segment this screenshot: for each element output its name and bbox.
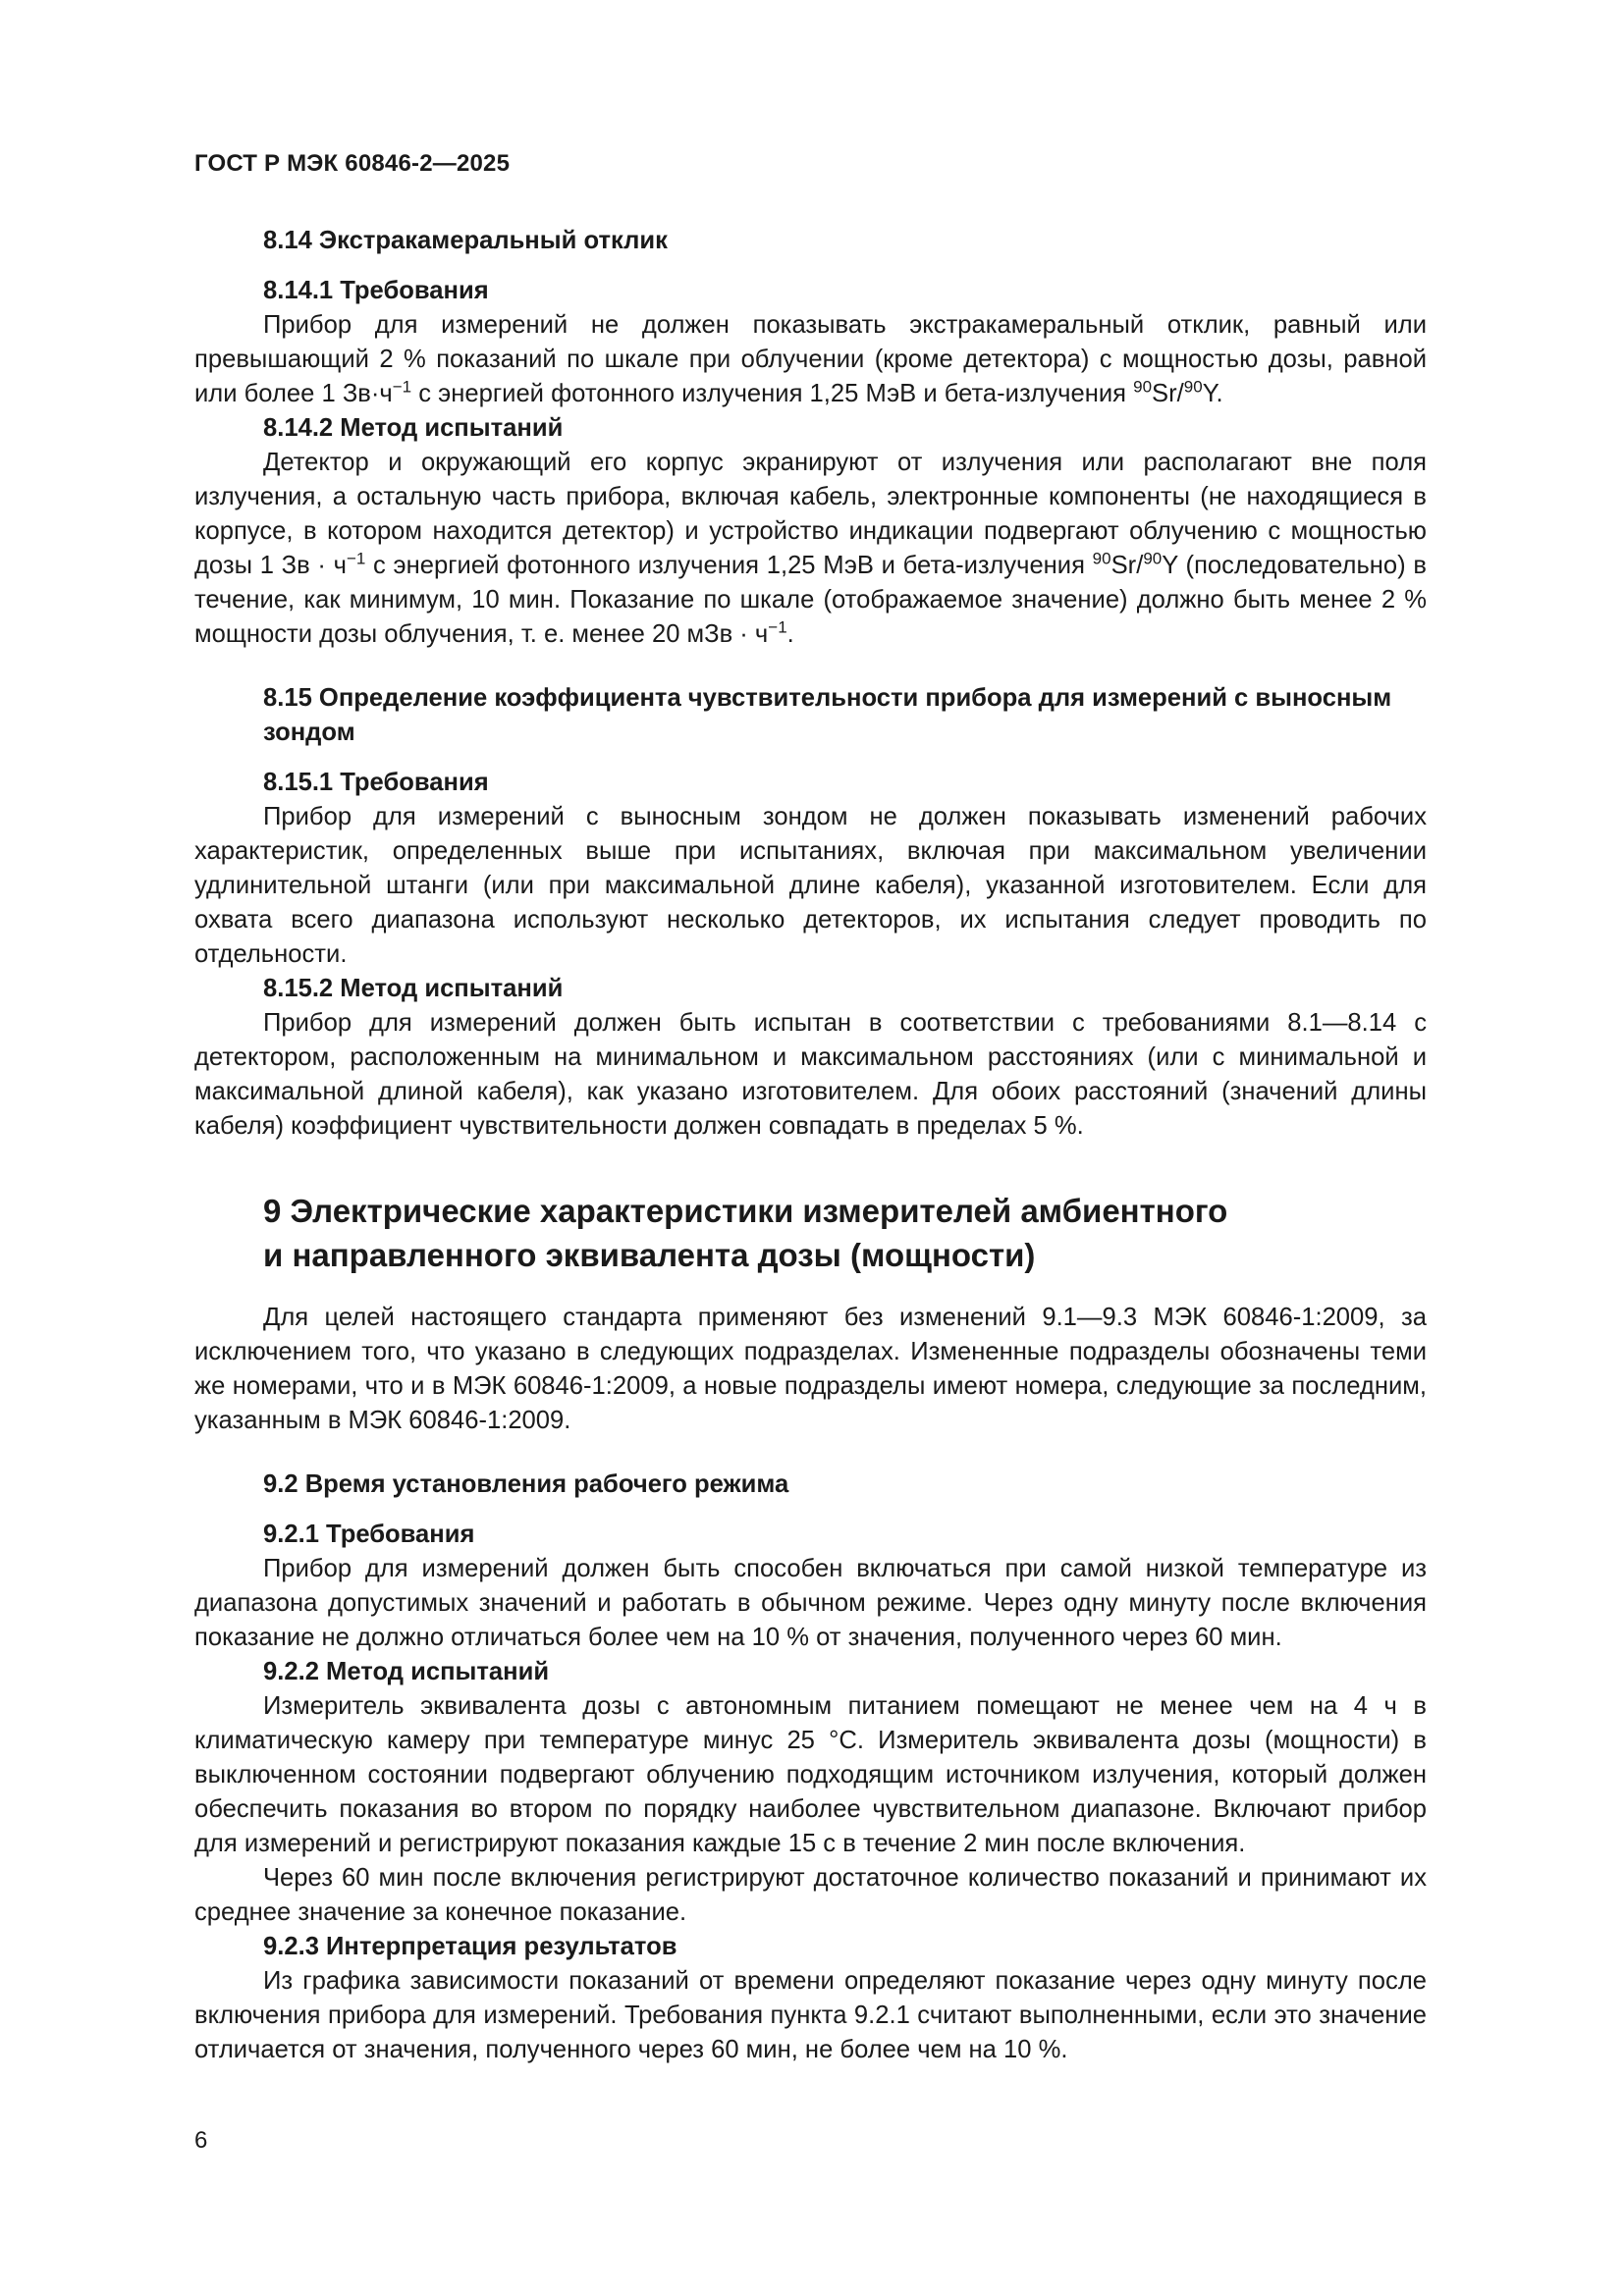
section-8-14-2-text: Детектор и окружающий его корпус экранируют от излучения или располагают вне поля излучения, а остальную часть прибора, включая кабель, электронные компоненты (не находящиеся в корпусе, в котором находится детектор) и устройство индикации подвергают облучению с мощностью дозы 1 Зв · $ч^{-1}$ с энергией фотонного излучения 1,25 МэВ и бета-излучения $^{90}$Sr/$^{90}$Y (последовательно) в течение, как минимум, 10 мин. Показание по шкале (отображаемое значение) должно быть менее 2 % мощности дозы облучения, т. е. менее 20 мЗв · $ч^{-1}$. <box>194 449 1427 648</box>
section-8-15-2-text: Прибор для измерений должен быть испытан в соответствии с требованиями 8.1—8.14 с детектором, расположенным на минимальном и максимальном расстояниях (или с минимальной и максимальной длиной кабеля), как указано изготовителем. Для обоих расстояний (значений длины кабеля) коэффициент чувствительности должен совпадать в пределах 5 %. <box>194 1009 1427 1140</box>
section-8-15-title: 8.15 Определение коэффициента чувствительности прибора для измерений с выносным зондом <box>263 684 1392 746</box>
section-8-15-2-title: 8.15.2 Метод испытаний <box>263 975 564 1002</box>
section-8-15-1-title: 8.15.1 Требования <box>263 769 489 796</box>
document-header: ГОСТ Р МЭК 60846-2—2025 <box>194 150 511 177</box>
section-9-2-3-title: 9.2.3 Интерпретация результатов <box>263 1933 677 1960</box>
section-9-2-title: 9.2 Время установления рабочего режима <box>263 1470 789 1498</box>
section-9-2-2-text-2: Через 60 мин после включения регистрируют достаточное количество показаний и принимают их среднее значение за конечное показание. <box>194 1864 1427 1926</box>
section-9-2-2-title: 9.2.2 Метод испытаний <box>263 1658 550 1685</box>
section-8-14-2-title: 8.14.2 Метод испытаний <box>263 414 564 442</box>
page-content <box>194 224 1427 2067</box>
section-8-14-1-text: Прибор для измерений не должен показывать экстракамеральный отклик, равный или превышающий 2 % показаний по шкале при облучении (кроме детектора) с мощностью дозы, равной или более 1 $Зв\cdot ч^{-1}$ с энергией фотонного излучения 1,25 МэВ и бета-излучения $^{90}$Sr/$^{90}$Y. <box>194 311 1427 407</box>
section-9-title: 9 Электрические характеристики измерителей амбиентного и направленного эквивалента дозы (мощности) <box>263 1193 1228 1273</box>
section-9-intro: Для целей настоящего стандарта применяют без изменений 9.1—9.3 МЭК 60846-1:2009, за исключением того, что указано в следующих подразделах. Измененные подразделы обозначены теми же номерами, что и в МЭК 60846-1:2009, а новые подразделы имеют номера, следующие за последним, указанным в МЭК 60846-1:2009. <box>194 1304 1427 1434</box>
section-9-2-1-title: 9.2.1 Требования <box>263 1521 475 1548</box>
page-number: 6 <box>194 2127 208 2154</box>
section-8-14-title: 8.14 Экстракамеральный отклик <box>263 227 668 254</box>
section-9-2-3-text: Из графика зависимости показаний от времени определяют показание через одну минуту после включения прибора для измерений. Требования пункта 9.2.1 считают выполненными, если это значение отличается от значения, полученного через 60 мин, не более чем на 10 %. <box>194 1967 1427 2063</box>
section-8-14-1-title: 8.14.1 Требования <box>263 277 489 304</box>
section-9-2-2-text-1: Измеритель эквивалента дозы с автономным питанием помещают не менее чем на 4 ч в климатическую камеру при температуре минус 25 °С. Измеритель эквивалента дозы (мощности) в выключенном состоянии подвергают облучению подходящим источником излучения, который должен обеспечить показания во втором по порядку наиболее чувствительном диапазоне. Включают прибор для измерений и регистрируют показания каждые 15 с в течение 2 мин после включения. <box>194 1692 1427 1857</box>
section-8-15-1-text: Прибор для измерений с выносным зондом не должен показывать изменений рабочих характеристик, определенных выше при испытаниях, включая при максимальном увеличении удлинительной штанги (или при максимальной длине кабеля), указанной изготовителем. Если для охвата всего диапазона используют несколько детекторов, их испытания следует проводить по отдельности. <box>194 803 1427 968</box>
section-9-2-1-text: Прибор для измерений должен быть способен включаться при самой низкой температуре из диапазона допустимых значений и работать в обычном режиме. Через одну минуту после включения показание не должно отличаться более чем на 10 % от значения, полученного через 60 мин. <box>194 1555 1427 1651</box>
